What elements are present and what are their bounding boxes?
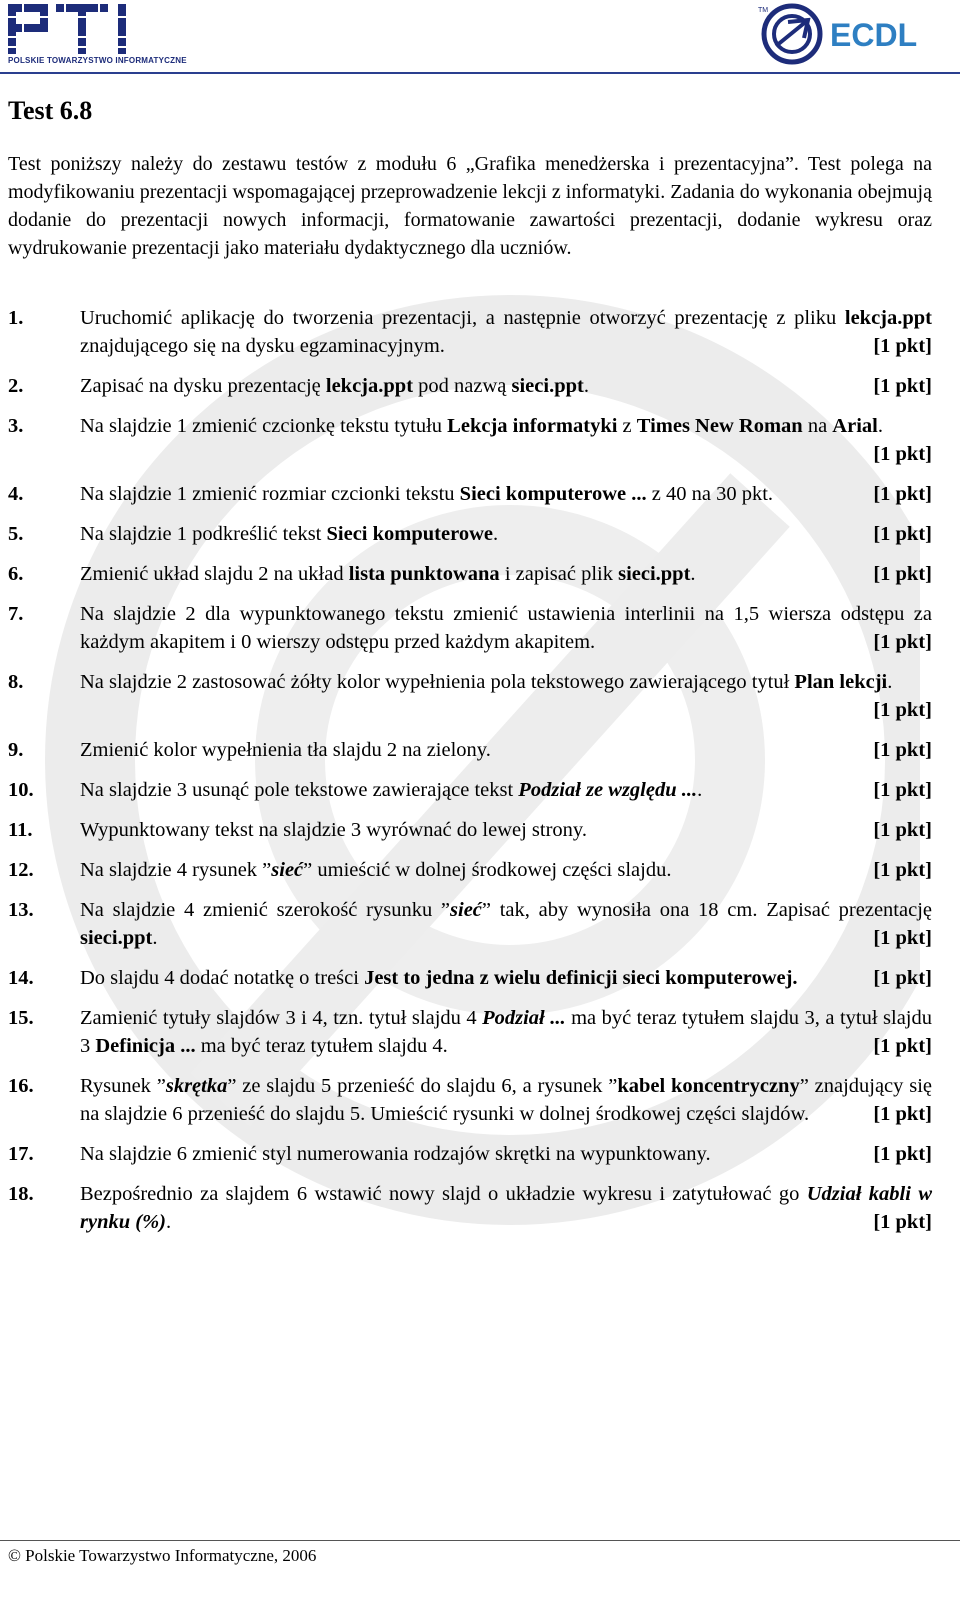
task-text-segment: Uruchomić aplikację do tworzenia prezentacji, a następnie otworzyć prezentację z pliku: [80, 307, 845, 329]
intro-paragraph: Test poniższy należy do zestawu testów z modułu 6 „Grafika menedżerska i prezentacyjna”. Test polega na modyfikowaniu prezentacji wspomagającej przeprowadzenie lekcji z informatyki. Zadania do wykonania obejmują dodanie do prezentacji nowych informacji, formatowanie zawartości prezentacji, dodanie wykresu oraz wydrukowanie prezentacji jako materiału dydaktycznego dla uczniów.: [8, 153, 932, 259]
points-label: [1 pkt]: [873, 927, 932, 949]
pti-subtitle: POLSKIE TOWARZYSTWO INFORMATYCZNE: [8, 56, 187, 65]
task-number: 6.: [8, 563, 24, 585]
task-item: [8, 480, 932, 508]
task-number: 7.: [8, 603, 24, 625]
task-text: [80, 668, 932, 724]
task-item: [8, 736, 932, 764]
points-label: [1 pkt]: [873, 859, 932, 881]
task-text-segment: sieć: [450, 899, 482, 921]
task-item: [8, 964, 932, 992]
task-text: [80, 412, 932, 468]
footer-copyright: © Polskie Towarzystwo Informatyczne, 2006: [8, 1546, 317, 1565]
task-text: [80, 776, 932, 804]
task-item: [8, 1140, 932, 1168]
task-text-segment: skrętka: [165, 1075, 228, 1097]
task-number: 5.: [8, 523, 24, 545]
task-text-segment: Zmienić układ slajdu 2 na układ: [80, 563, 349, 585]
points-label: [1 pkt]: [873, 523, 932, 545]
task-text-segment: .: [152, 927, 158, 949]
task-text: [80, 856, 932, 884]
task-item: [8, 412, 932, 468]
task-text-segment: Wypunktowany tekst na slajdzie 3 wyrównać do lewej strony.: [80, 819, 587, 841]
task-text-segment: Rysunek ”: [80, 1075, 166, 1097]
task-number: 12.: [8, 859, 34, 881]
task-text: [80, 1072, 932, 1128]
task-text: [80, 304, 932, 360]
task-list: [8, 304, 932, 1248]
header-divider: [0, 72, 960, 74]
task-text: [80, 964, 932, 992]
task-number: 1.: [8, 307, 24, 329]
task-number: 8.: [8, 671, 24, 693]
task-text-segment: .: [492, 523, 499, 545]
task-text-segment: Na slajdzie 4 rysunek ”: [80, 859, 272, 881]
task-number: 14.: [8, 967, 34, 989]
points-label: [1 pkt]: [873, 1035, 932, 1057]
task-text-segment: Na slajdzie 1 podkreślić tekst: [80, 523, 327, 545]
points-label: [1 pkt]: [873, 1103, 932, 1125]
task-text-segment: Na slajdzie 1 zmienić czcionkę tekstu tytułu: [80, 415, 448, 437]
task-text: [80, 896, 932, 952]
points-label: [1 pkt]: [873, 335, 932, 357]
task-text-segment: lekcja.ppt: [325, 375, 414, 397]
task-text-segment: Zapisać na dysku prezentację: [80, 375, 326, 397]
task-text: [80, 560, 932, 588]
task-text-segment: Bezpośrednio za slajdem 6 wstawić nowy slajd o układzie wykresu i zatytułować go: [80, 1183, 807, 1205]
task-number: 16.: [8, 1075, 34, 1097]
task-text-segment: Na slajdzie 3 usunąć pole tekstowe zawierające tekst: [80, 779, 519, 801]
task-number: 17.: [8, 1143, 34, 1165]
points-label: [1 pkt]: [873, 443, 932, 465]
points-label: [1 pkt]: [873, 631, 932, 653]
task-text: [80, 816, 932, 844]
task-text-segment: ” umieścić w dolnej środkowej części slajdu.: [303, 859, 672, 881]
task-text-segment: .: [877, 415, 883, 437]
task-text-segment: Plan lekcji: [794, 671, 888, 693]
task-text: [80, 600, 932, 656]
task-text-segment: .: [697, 779, 703, 801]
task-text-segment: ma być teraz tytułem slajdu 4.: [195, 1035, 448, 1057]
task-number: 9.: [8, 739, 24, 761]
task-number: 3.: [8, 415, 24, 437]
points-label: [1 pkt]: [873, 1211, 932, 1233]
task-text-segment: Arial: [832, 415, 878, 437]
task-text-segment: Na slajdzie 1 zmienić rozmiar czcionki tekstu: [80, 483, 460, 505]
points-label: [1 pkt]: [873, 699, 932, 721]
points-label: [1 pkt]: [873, 563, 932, 585]
task-item: [8, 1072, 932, 1128]
task-text-segment: ” znajdujący się na slajdzie 6 przenieść do slajdu 5. Umieścić rysunki w dolnej środkowej części slajdów.: [80, 1075, 932, 1125]
task-text-segment: Podział ...: [482, 1007, 566, 1029]
points-label: [1 pkt]: [873, 967, 932, 989]
task-text-segment: Podział ze względu ...: [518, 779, 698, 801]
task-item: [8, 520, 932, 548]
task-text-segment: znajdującego się na dysku egzaminacyjnym.: [80, 335, 445, 357]
task-item: [8, 856, 932, 884]
points-label: [1 pkt]: [873, 375, 932, 397]
task-text-segment: ma być teraz tytułem slajdu 3, a tytuł slajdu 3: [80, 1007, 932, 1057]
task-item: [8, 1004, 932, 1060]
points-label: [1 pkt]: [873, 739, 932, 761]
task-text-segment: Na slajdzie 6 zmienić styl numerowania rodzajów skrętki na wypunktowany.: [80, 1143, 711, 1165]
page-title: Test 6.8: [8, 96, 93, 125]
points-label: [1 pkt]: [873, 1143, 932, 1165]
task-text-segment: Na slajdzie 2 dla wypunktowanego tekstu zmienić ustawienia interlinii na 1,5 wiersza odstępu za każdym akapitem i 0 wierszy odstępu przed każdym akapitem.: [80, 603, 932, 653]
task-text-segment: Na slajdzie 2 zastosować żółty kolor wypełnienia pola tekstowego zawierającego tytuł: [80, 671, 795, 693]
task-text-segment: sieci.ppt: [80, 927, 153, 949]
task-text-segment: Zamienić tytuły slajdów 3 i 4, tzn. tytuł slajdu 4: [80, 1007, 483, 1029]
task-text: [80, 736, 932, 764]
task-number: 18.: [8, 1183, 34, 1205]
task-item: [8, 560, 932, 588]
task-item: [8, 668, 932, 724]
footer-divider: [0, 1540, 960, 1541]
task-text-segment: Do slajdu 4 dodać notatkę o treści: [80, 967, 365, 989]
task-text-segment: Definicja ...: [95, 1035, 196, 1057]
ecdl-logo: [758, 2, 938, 66]
task-text-segment: ” ze slajdu 5 przenieść do slajdu 6, a rysunek ”: [227, 1075, 618, 1097]
task-text-segment: ” tak, aby wynosiła ona 18 cm. Zapisać prezentację: [481, 899, 932, 921]
task-text-segment: .: [690, 563, 696, 585]
svg-text:ECDL: ECDL: [830, 17, 918, 53]
task-text-segment: .: [165, 1211, 172, 1233]
task-text-segment: Jest to jedna z wielu definicji sieci komputerowej.: [364, 967, 798, 989]
task-text-segment: z: [617, 415, 637, 437]
task-item: [8, 816, 932, 844]
task-text-segment: .: [887, 671, 893, 693]
task-item: [8, 600, 932, 656]
task-text: [80, 372, 932, 400]
task-item: [8, 776, 932, 804]
task-text-segment: Times New Roman: [636, 415, 803, 437]
pti-logo: [8, 2, 158, 56]
task-text: [80, 1140, 932, 1168]
task-text-segment: sieć: [271, 859, 304, 881]
points-label: [1 pkt]: [873, 779, 932, 801]
task-text-segment: i zapisać plik: [499, 563, 619, 585]
task-number: 10.: [8, 779, 34, 801]
task-text-segment: Zmienić kolor wypełnienia tła slajdu 2 na zielony.: [80, 739, 491, 761]
task-text: [80, 1004, 932, 1060]
task-item: [8, 1180, 932, 1236]
task-text-segment: kabel koncentryczny: [617, 1075, 800, 1097]
task-item: [8, 372, 932, 400]
task-text-segment: Udział kabli w rynku (%): [80, 1183, 932, 1233]
task-text-segment: .: [583, 375, 589, 397]
task-text-segment: Sieci komputerowe ...: [459, 483, 647, 505]
task-number: 4.: [8, 483, 24, 505]
task-text-segment: na: [802, 415, 833, 437]
task-text-segment: sieci.ppt: [511, 375, 584, 397]
task-text-segment: sieci.ppt: [618, 563, 691, 585]
task-number: 11.: [8, 819, 33, 841]
task-text-segment: Na slajdzie 4 zmienić szerokość rysunku ”: [80, 899, 451, 921]
task-item: [8, 896, 932, 952]
task-text: [80, 480, 932, 508]
task-text-segment: Sieci komputerowe: [326, 523, 493, 545]
task-text-segment: lekcja.ppt: [844, 307, 932, 329]
task-number: 13.: [8, 899, 34, 921]
task-number: 2.: [8, 375, 24, 397]
task-number: 15.: [8, 1007, 34, 1029]
task-item: [8, 304, 932, 360]
page-header: [0, 0, 960, 80]
svg-text:TM: TM: [758, 7, 769, 14]
points-label: [1 pkt]: [873, 483, 932, 505]
points-label: [1 pkt]: [873, 819, 932, 841]
task-text-segment: Lekcja informatyki: [447, 415, 618, 437]
task-text: [80, 520, 932, 548]
task-text-segment: z 40 na 30 pkt.: [646, 483, 774, 505]
task-text-segment: lista punktowana: [348, 563, 500, 585]
task-text-segment: pod nazwą: [413, 375, 512, 397]
task-text: [80, 1180, 932, 1236]
